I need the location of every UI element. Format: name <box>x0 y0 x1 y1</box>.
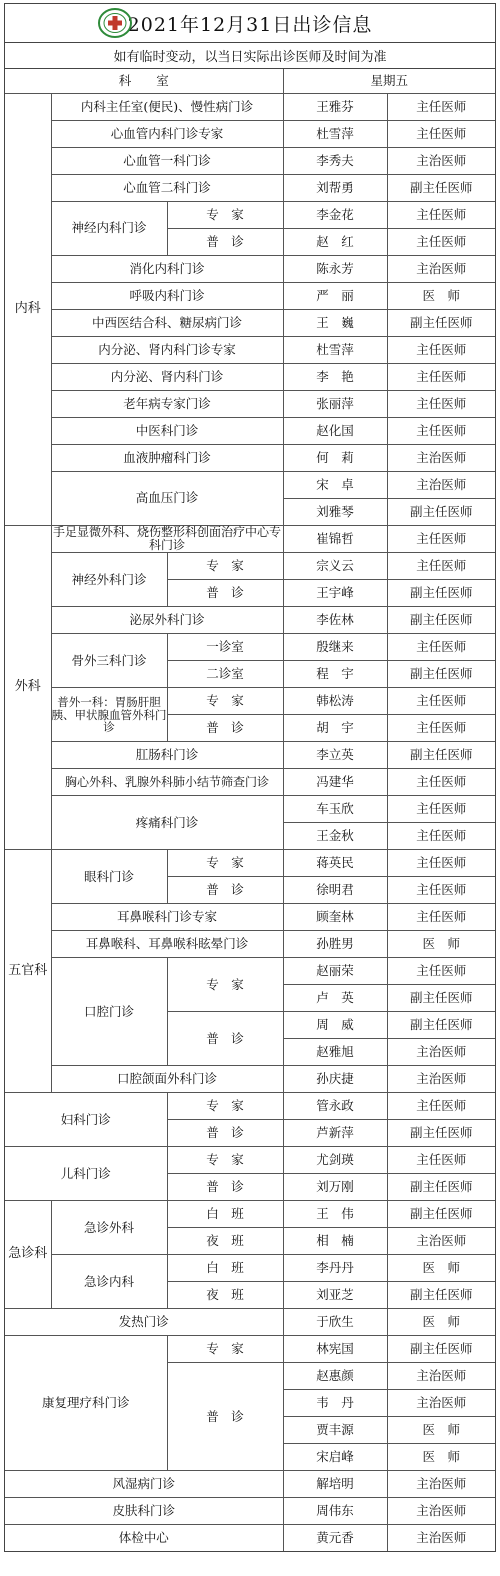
doctor-cell: 管永政 <box>283 1093 387 1120</box>
sub-cell: 普 诊 <box>167 877 283 904</box>
title-cell: 主任医师 <box>387 364 495 391</box>
doctor-cell: 周 威 <box>283 1012 387 1039</box>
doctor-cell: 李秀夫 <box>283 148 387 175</box>
table-row <box>5 1309 495 1336</box>
doctor-cell: 陈永芳 <box>283 256 387 283</box>
doctor-cell: 程 宇 <box>283 661 387 688</box>
title-cell: 副主任医师 <box>387 1174 495 1201</box>
category-cell: 外科 <box>5 526 51 850</box>
dept-header: 科 室 <box>5 69 283 94</box>
table-row <box>5 607 495 634</box>
doctor-cell: 杜雪萍 <box>283 337 387 364</box>
doctor-cell: 何 莉 <box>283 445 387 472</box>
title-cell: 主治医师 <box>387 256 495 283</box>
title-cell: 主任医师 <box>387 904 495 931</box>
title-cell: 主治医师 <box>387 1039 495 1066</box>
doctor-cell: 赵惠颜 <box>283 1363 387 1390</box>
doctor-cell: 王金秋 <box>283 823 387 850</box>
dept-cell: 血液肿瘤科门诊 <box>51 445 283 472</box>
doctor-cell: 王雅芬 <box>283 94 387 121</box>
title-cell: 主任医师 <box>387 229 495 256</box>
sub-cell: 专 家 <box>167 202 283 229</box>
sub-cell: 普 诊 <box>167 229 283 256</box>
dept-cell: 神经外科门诊 <box>51 553 167 607</box>
dept-cell: 皮肤科门诊 <box>5 1498 283 1525</box>
doctor-cell: 周伟东 <box>283 1498 387 1525</box>
doctor-cell: 宋启峰 <box>283 1444 387 1471</box>
dept-cell: 心血管一科门诊 <box>51 148 283 175</box>
table-row <box>5 1498 495 1525</box>
doctor-cell: 韩松涛 <box>283 688 387 715</box>
doctor-cell: 刘雅琴 <box>283 499 387 526</box>
title-cell: 副主任医师 <box>387 1336 495 1363</box>
title-cell: 主任医师 <box>387 202 495 229</box>
doctor-cell: 胡 宇 <box>283 715 387 742</box>
dept-cell: 中西医结合科、糖尿病门诊 <box>51 310 283 337</box>
day-header: 星期五 <box>283 69 495 94</box>
dept-cell: 胸心外科、乳腺外科肺小结节筛查门诊 <box>51 769 283 796</box>
title-cell: 主治医师 <box>387 1498 495 1525</box>
doctor-cell: 顾奎林 <box>283 904 387 931</box>
doctor-cell: 崔锦哲 <box>283 526 387 553</box>
table-row <box>5 1525 495 1552</box>
table-row <box>5 931 495 958</box>
table-row <box>5 1336 495 1363</box>
table-row <box>5 364 495 391</box>
dept-cell: 耳鼻喉科门诊专家 <box>51 904 283 931</box>
dept-cell: 急诊内科 <box>51 1255 167 1309</box>
title-cell: 主任医师 <box>387 418 495 445</box>
table-row <box>5 1147 495 1174</box>
table-row <box>5 769 495 796</box>
sub-cell: 专 家 <box>167 1336 283 1363</box>
dept-cell: 神经内科门诊 <box>51 202 167 256</box>
title-cell: 副主任医师 <box>387 607 495 634</box>
table-row <box>5 850 495 877</box>
table-row <box>5 283 495 310</box>
title-cell: 主任医师 <box>387 850 495 877</box>
title-cell: 副主任医师 <box>387 580 495 607</box>
title-cell: 副主任医师 <box>387 1282 495 1309</box>
sub-cell: 普 诊 <box>167 1012 283 1066</box>
title-cell: 主治医师 <box>387 1390 495 1417</box>
page-title: 2021年12月31日出诊信息 <box>127 13 373 36</box>
doctor-cell: 芦新萍 <box>283 1120 387 1147</box>
dept-cell: 儿科门诊 <box>5 1147 167 1201</box>
table-row <box>5 634 495 661</box>
doctor-cell: 王 伟 <box>283 1201 387 1228</box>
doctor-cell: 徐明君 <box>283 877 387 904</box>
sub-cell: 专 家 <box>167 553 283 580</box>
dept-cell: 妇科门诊 <box>5 1093 167 1147</box>
doctor-cell: 相 楠 <box>283 1228 387 1255</box>
sub-cell: 白 班 <box>167 1201 283 1228</box>
title-cell: 主任医师 <box>387 634 495 661</box>
doctor-cell: 韦 丹 <box>283 1390 387 1417</box>
doctor-cell: 李佐林 <box>283 607 387 634</box>
dept-cell: 手足显微外科、烧伤整形科创面治疗中心专科门诊 <box>51 526 283 553</box>
doctor-cell: 刘帮勇 <box>283 175 387 202</box>
doctor-cell: 赵丽荣 <box>283 958 387 985</box>
table-row <box>5 688 495 715</box>
title-cell: 主任医师 <box>387 337 495 364</box>
sub-cell: 夜 班 <box>167 1282 283 1309</box>
title-cell: 主任医师 <box>387 877 495 904</box>
sub-cell: 专 家 <box>167 850 283 877</box>
dept-cell: 内科主任室(便民)、慢性病门诊 <box>51 94 283 121</box>
dept-cell: 眼科门诊 <box>51 850 167 904</box>
doctor-cell: 孙胜男 <box>283 931 387 958</box>
sub-cell: 专 家 <box>167 958 283 1012</box>
table-row <box>5 310 495 337</box>
category-cell: 急诊科 <box>5 1201 51 1309</box>
table-row <box>5 94 495 121</box>
title-cell: 主任医师 <box>387 553 495 580</box>
title-cell: 主任医师 <box>387 796 495 823</box>
table-row <box>5 526 495 553</box>
dept-cell: 泌尿外科门诊 <box>51 607 283 634</box>
title-cell: 主治医师 <box>387 1228 495 1255</box>
title-cell: 主任医师 <box>387 391 495 418</box>
title-cell: 副主任医师 <box>387 175 495 202</box>
title-cell: 主任医师 <box>387 1147 495 1174</box>
table-row <box>5 148 495 175</box>
table-row <box>5 796 495 823</box>
table-row <box>5 256 495 283</box>
notice-line: 如有临时变动，以当日实际出诊医师及时间为准 <box>5 43 495 69</box>
hospital-logo-icon <box>97 7 133 39</box>
dept-cell: 心血管二科门诊 <box>51 175 283 202</box>
table-row <box>5 1201 495 1228</box>
dept-cell: 呼吸内科门诊 <box>51 283 283 310</box>
category-cell: 五官科 <box>5 850 51 1093</box>
sub-cell: 普 诊 <box>167 1363 283 1471</box>
title-cell: 医 师 <box>387 1255 495 1282</box>
dept-cell: 内分泌、肾内科门诊 <box>51 364 283 391</box>
sub-cell: 普 诊 <box>167 1120 283 1147</box>
title-cell: 主任医师 <box>387 94 495 121</box>
title-cell: 主任医师 <box>387 715 495 742</box>
dept-cell: 消化内科门诊 <box>51 256 283 283</box>
doctor-cell: 李丹丹 <box>283 1255 387 1282</box>
title-cell: 副主任医师 <box>387 1012 495 1039</box>
dept-cell: 普外一科：胃肠肝胆胰、甲状腺血管外科门诊 <box>51 688 167 742</box>
table-row <box>5 121 495 148</box>
title-cell: 主任医师 <box>387 121 495 148</box>
doctor-cell: 于欣生 <box>283 1309 387 1336</box>
doctor-cell: 黄元香 <box>283 1525 387 1552</box>
title-cell: 副主任医师 <box>387 1120 495 1147</box>
title-cell: 主任医师 <box>387 823 495 850</box>
title-cell: 副主任医师 <box>387 985 495 1012</box>
title-cell: 主任医师 <box>387 688 495 715</box>
table-row <box>5 391 495 418</box>
table-row <box>5 175 495 202</box>
table-row <box>5 1093 495 1120</box>
table-header-row <box>5 69 495 94</box>
title-cell: 主治医师 <box>387 1471 495 1498</box>
table-row <box>5 742 495 769</box>
doctor-cell: 解培明 <box>283 1471 387 1498</box>
category-cell: 内科 <box>5 94 51 526</box>
table-row <box>5 1255 495 1282</box>
table-row <box>5 958 495 985</box>
doctor-cell: 赵化国 <box>283 418 387 445</box>
doctor-cell: 殷继来 <box>283 634 387 661</box>
sub-cell: 夜 班 <box>167 1228 283 1255</box>
doctor-cell: 赵雅旭 <box>283 1039 387 1066</box>
dept-cell: 口腔颌面外科门诊 <box>51 1066 283 1093</box>
doctor-cell: 冯建华 <box>283 769 387 796</box>
title-cell: 主任医师 <box>387 958 495 985</box>
title-cell: 主治医师 <box>387 1525 495 1552</box>
doctor-cell: 车玉欣 <box>283 796 387 823</box>
doctor-cell: 宗义云 <box>283 553 387 580</box>
title-cell: 主治医师 <box>387 445 495 472</box>
title-cell: 副主任医师 <box>387 742 495 769</box>
title-cell: 副主任医师 <box>387 499 495 526</box>
title-cell: 医 师 <box>387 1417 495 1444</box>
title-cell: 主治医师 <box>387 472 495 499</box>
table-row <box>5 445 495 472</box>
title-cell: 主任医师 <box>387 526 495 553</box>
sub-cell: 普 诊 <box>167 580 283 607</box>
sub-cell: 专 家 <box>167 688 283 715</box>
dept-cell: 疼痛科门诊 <box>51 796 283 850</box>
table-row <box>5 418 495 445</box>
dept-cell: 急诊外科 <box>51 1201 167 1255</box>
title-cell: 医 师 <box>387 1444 495 1471</box>
dept-cell: 风湿病门诊 <box>5 1471 283 1498</box>
doctor-cell: 王 巍 <box>283 310 387 337</box>
table-row <box>5 904 495 931</box>
table-row <box>5 202 495 229</box>
title-cell: 医 师 <box>387 283 495 310</box>
title-cell: 副主任医师 <box>387 661 495 688</box>
dept-cell: 康复理疗科门诊 <box>5 1336 167 1471</box>
dept-cell: 中医科门诊 <box>51 418 283 445</box>
dept-cell: 体检中心 <box>5 1525 283 1552</box>
title-cell: 主任医师 <box>387 1093 495 1120</box>
sub-cell: 专 家 <box>167 1093 283 1120</box>
table-row <box>5 1471 495 1498</box>
doctor-cell: 张丽萍 <box>283 391 387 418</box>
dept-cell: 高血压门诊 <box>51 472 283 526</box>
sub-cell: 专 家 <box>167 1147 283 1174</box>
title-cell: 副主任医师 <box>387 310 495 337</box>
schedule-table <box>5 69 495 1551</box>
dept-cell: 心血管内科门诊专家 <box>51 121 283 148</box>
sub-cell: 普 诊 <box>167 1174 283 1201</box>
sub-cell: 普 诊 <box>167 715 283 742</box>
doctor-cell: 刘亚芝 <box>283 1282 387 1309</box>
doctor-cell: 孙庆捷 <box>283 1066 387 1093</box>
title-cell: 主治医师 <box>387 148 495 175</box>
doctor-cell: 刘万刚 <box>283 1174 387 1201</box>
doctor-cell: 严 丽 <box>283 283 387 310</box>
doctor-cell: 林宪国 <box>283 1336 387 1363</box>
title-cell: 主治医师 <box>387 1363 495 1390</box>
dept-cell: 内分泌、肾内科门诊专家 <box>51 337 283 364</box>
title-cell: 医 师 <box>387 1309 495 1336</box>
doctor-cell: 李金花 <box>283 202 387 229</box>
doctor-cell: 李 艳 <box>283 364 387 391</box>
sub-cell: 二诊室 <box>167 661 283 688</box>
schedule-sheet <box>4 3 496 1552</box>
dept-cell: 老年病专家门诊 <box>51 391 283 418</box>
dept-cell: 耳鼻喉科、耳鼻喉科眩晕门诊 <box>51 931 283 958</box>
sub-cell: 一诊室 <box>167 634 283 661</box>
dept-cell: 发热门诊 <box>5 1309 283 1336</box>
title-cell: 副主任医师 <box>387 1201 495 1228</box>
table-row <box>5 1066 495 1093</box>
header-bar <box>5 4 495 43</box>
title-cell: 主任医师 <box>387 769 495 796</box>
table-row <box>5 553 495 580</box>
title-cell: 主治医师 <box>387 1066 495 1093</box>
doctor-cell: 李立英 <box>283 742 387 769</box>
doctor-cell: 尤剑瑛 <box>283 1147 387 1174</box>
dept-cell: 骨外三科门诊 <box>51 634 167 688</box>
table-row <box>5 337 495 364</box>
doctor-cell: 王宇峰 <box>283 580 387 607</box>
doctor-cell: 杜雪萍 <box>283 121 387 148</box>
title-cell: 医 师 <box>387 931 495 958</box>
sub-cell: 白 班 <box>167 1255 283 1282</box>
doctor-cell: 贾丰源 <box>283 1417 387 1444</box>
dept-cell: 口腔门诊 <box>51 958 167 1066</box>
table-row <box>5 472 495 499</box>
dept-cell: 肛肠科门诊 <box>51 742 283 769</box>
doctor-cell: 赵 红 <box>283 229 387 256</box>
doctor-cell: 卢 英 <box>283 985 387 1012</box>
doctor-cell: 蒋英民 <box>283 850 387 877</box>
doctor-cell: 宋 卓 <box>283 472 387 499</box>
